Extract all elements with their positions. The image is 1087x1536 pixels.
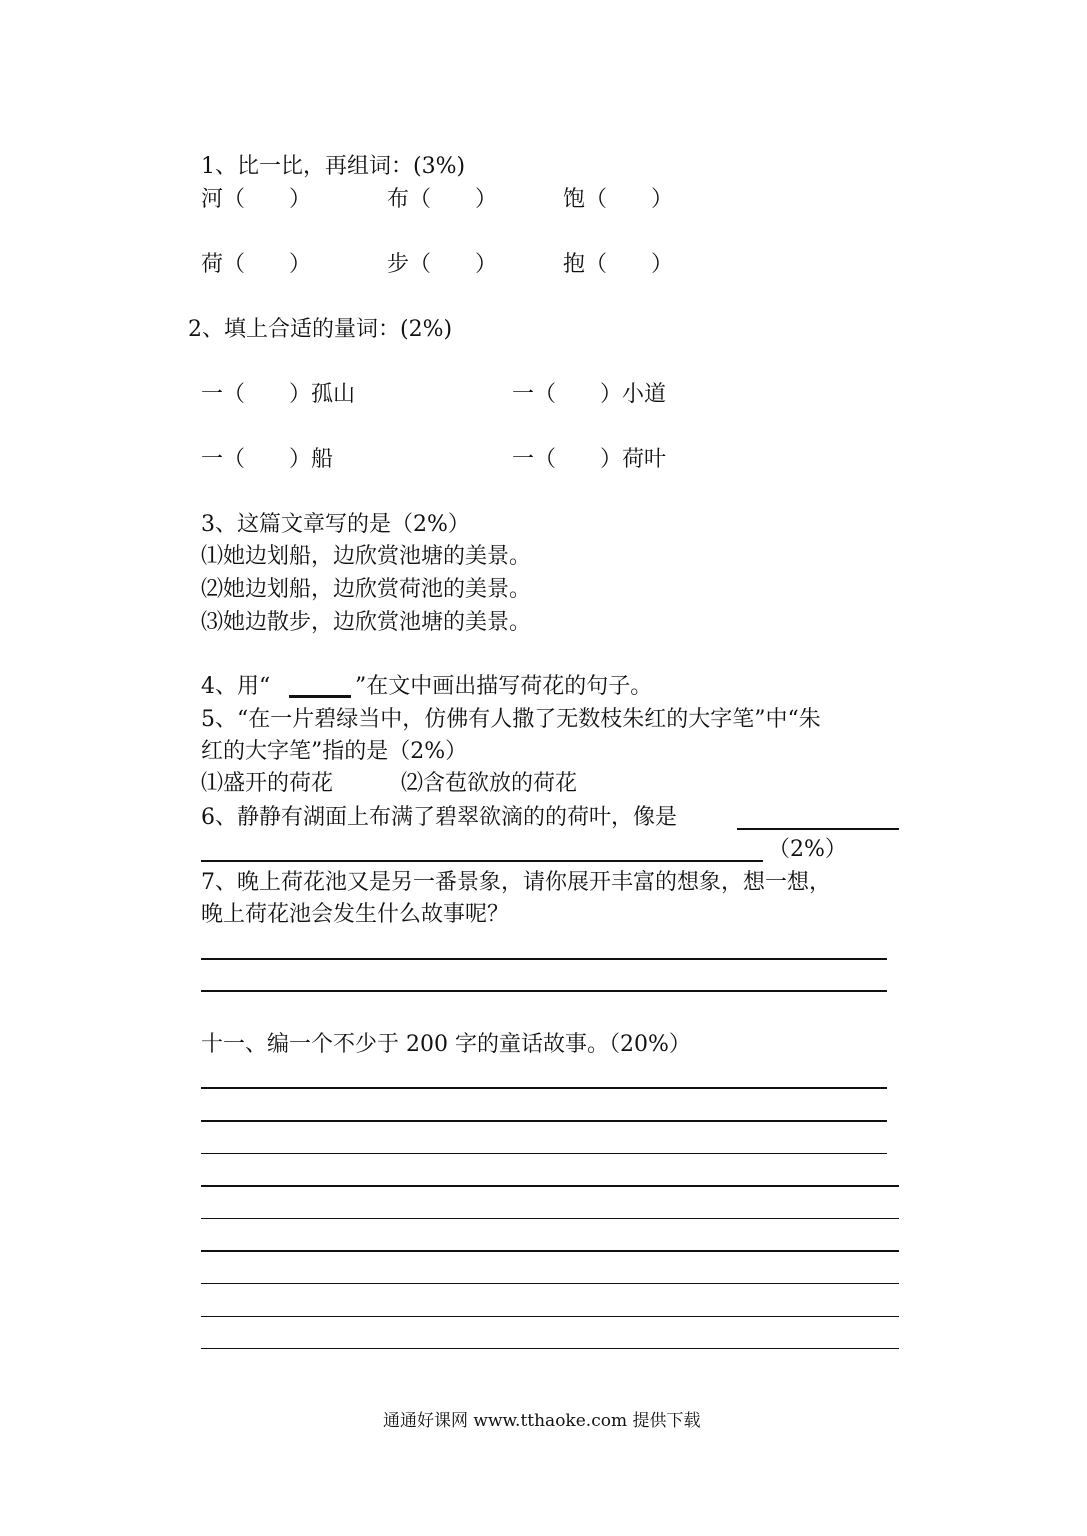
- q2-item: 一（ ）船: [201, 447, 334, 472]
- q7-answer-line: [201, 990, 887, 992]
- q7-line1: 7、晚上荷花池又是另一番景象，请你展开丰富的想象，想一想，: [201, 870, 831, 895]
- q1-item: 布（ ）: [387, 187, 498, 212]
- q2-item: 一（ ）孤山: [201, 382, 356, 407]
- q4-sample-underline: [289, 695, 351, 698]
- q7-answer-line: [201, 958, 887, 960]
- q1-item: 步（ ）: [387, 252, 498, 277]
- q6-text: 6、静静有湖面上布满了碧翠欲滴的的荷叶，像是: [201, 805, 677, 830]
- q5-line2: 红的大字笔”指的是（2%）: [201, 739, 468, 764]
- q6-answer-line: [737, 828, 899, 830]
- footer-text: 通通好课网 www.tthaoke.com 提供下载: [383, 1411, 701, 1431]
- q1-item: 抱（ ）: [563, 252, 674, 277]
- q6-answer-line: [201, 860, 763, 862]
- q4-text-after: ”在文中画出描写荷花的句子。: [355, 674, 653, 699]
- writing-line: [201, 1185, 899, 1187]
- q1-title: 1、比一比，再组词：(3%): [201, 154, 466, 179]
- writing-line: [201, 1316, 899, 1317]
- writing-line: [201, 1153, 887, 1154]
- writing-line: [201, 1120, 887, 1122]
- q1-item: 饱（ ）: [563, 187, 674, 212]
- q2-title: 2、填上合适的量词：(2%): [188, 317, 453, 342]
- q2-item: 一（ ）小道: [512, 382, 667, 407]
- writing-line: [201, 1218, 899, 1219]
- writing-line: [201, 1283, 899, 1284]
- writing-line: [201, 1250, 899, 1252]
- q4-text-before: 4、用“: [201, 674, 271, 699]
- writing-line: [201, 1348, 899, 1349]
- q3-option: ⑴她边划船，边欣赏池塘的美景。: [201, 544, 532, 569]
- q3-option: ⑵她边划船，边欣赏荷池的美景。: [201, 577, 532, 602]
- q7-line2: 晚上荷花池会发生什么故事呢？: [201, 902, 510, 927]
- q6-score: （2%）: [768, 837, 847, 862]
- q3-option: ⑶她边散步，边欣赏池塘的美景。: [201, 610, 532, 635]
- q1-item: 荷（ ）: [201, 252, 312, 277]
- writing-line: [201, 1087, 887, 1089]
- q1-item: 河（ ）: [201, 187, 312, 212]
- q11-title: 十一、编一个不少于 200 字的童话故事。（20%）: [201, 1032, 691, 1057]
- q2-item: 一（ ）荷叶: [512, 447, 667, 472]
- q5-line1: 5、“在一片碧绿当中，仿佛有人撒了无数枝朱红的大字笔”中“朱: [201, 707, 821, 732]
- q5-option: ⑵含苞欲放的荷花: [401, 771, 578, 796]
- q3-title: 3、这篇文章写的是（2%）: [201, 512, 470, 537]
- q5-option: ⑴盛开的荷花: [201, 771, 334, 796]
